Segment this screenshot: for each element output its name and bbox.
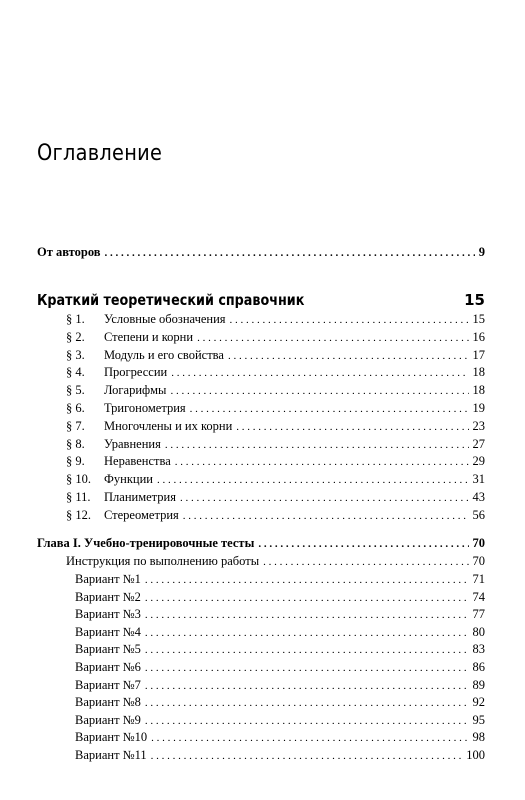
dot-leader (145, 592, 469, 604)
toc-entry-page: 71 (472, 572, 485, 586)
toc-entry-page: 80 (472, 624, 485, 639)
toc-entry-page: 31 (472, 472, 485, 487)
toc-entry-page: 98 (472, 730, 485, 745)
toc-entry-variant (75, 678, 485, 693)
toc-entry-instruction (66, 554, 485, 569)
dot-leader (197, 332, 468, 344)
toc-chapter-page: 70 (472, 536, 485, 550)
toc-entry-number: § 7. (66, 418, 85, 433)
toc-entry-label: Степени и корни (104, 329, 194, 344)
toc-entry-page: 16 (472, 329, 485, 344)
toc-entry-label: Вариант №6 (75, 660, 141, 674)
toc-entry-variant (75, 695, 485, 710)
toc-entry-label: Вариант №4 (75, 624, 141, 639)
dot-leader (145, 715, 469, 727)
toc-entry-number: § 12. (66, 507, 91, 522)
toc-entry-number: § 10. (66, 472, 91, 487)
toc-section-label: Краткий теоретический справочник (37, 291, 305, 309)
toc-entry-page: 27 (472, 436, 485, 451)
toc-entry-page: 89 (472, 677, 485, 692)
toc-entry-number: § 5. (66, 383, 85, 398)
dot-leader (157, 474, 469, 486)
toc-entry-section (66, 454, 485, 469)
toc-entry-label: Вариант №8 (75, 695, 141, 710)
dot-leader (171, 367, 468, 379)
toc-section-handbook (37, 291, 485, 309)
toc-entry-label: Вариант №2 (75, 589, 141, 604)
dot-leader (230, 314, 469, 326)
toc-entry-label: Вариант №1 (75, 572, 141, 586)
dot-leader (258, 538, 468, 550)
toc-entry-label: Вариант №3 (75, 607, 141, 622)
toc-entry-page: 15 (472, 312, 485, 326)
dot-leader (183, 510, 469, 522)
toc-entry-label: Неравенства (104, 454, 171, 469)
toc-entry-page: 43 (472, 490, 485, 504)
toc-entry-label: Вариант №5 (75, 642, 141, 657)
dot-leader (105, 247, 475, 259)
dot-leader (180, 492, 469, 504)
dot-leader (170, 385, 468, 397)
dot-leader (145, 697, 469, 709)
dot-leader (145, 662, 469, 674)
dot-leader (263, 556, 468, 568)
toc-entry-page: 9 (478, 245, 485, 259)
toc-entry-label: Планиметрия (104, 490, 176, 504)
toc-section-page: 15 (464, 291, 485, 309)
toc-entry-number: § 4. (66, 365, 85, 380)
dot-leader (151, 750, 463, 762)
toc-entry-variant (75, 572, 485, 587)
toc-entry-page: 77 (472, 607, 485, 622)
toc-entry-page: 19 (472, 401, 485, 415)
toc-entry-section (66, 383, 485, 398)
dot-leader (145, 627, 469, 639)
toc-entry-variant (75, 730, 485, 745)
toc-entry-number: § 9. (66, 454, 85, 469)
toc-entry-label: От авторов (37, 245, 101, 259)
toc-entry-label: Стереометрия (104, 507, 179, 522)
toc-entry-number: § 2. (66, 329, 85, 344)
toc-entry-page: 92 (472, 695, 485, 710)
toc-entry-number: § 6. (66, 401, 85, 415)
dot-leader (145, 680, 469, 692)
toc-entry-label: Уравнения (104, 436, 161, 451)
page-title: Оглавление (37, 141, 163, 166)
toc-entry-variant (75, 607, 485, 622)
toc-entry-variant (75, 748, 485, 763)
toc-entry-page: 56 (472, 507, 485, 522)
toc-entry-page: 70 (472, 554, 485, 568)
toc-entry-variant (75, 625, 485, 640)
toc-entry-label: Тригонометрия (104, 401, 186, 415)
dot-leader (145, 644, 469, 656)
toc-entry-section (66, 508, 485, 523)
toc-entry-label: Вариант №10 (75, 730, 148, 745)
toc-entry-label: Вариант №11 (75, 748, 147, 762)
toc-entry-page: 18 (472, 383, 485, 398)
toc-entry-label: Логарифмы (104, 383, 167, 398)
dot-leader (228, 350, 469, 362)
dot-leader (190, 403, 469, 415)
toc-chapter-1 (37, 536, 485, 551)
toc-entry-page: 86 (472, 660, 485, 674)
toc-entry-section (66, 312, 485, 327)
toc-entry-section (66, 365, 485, 380)
toc-entry-label: Вариант №7 (75, 677, 141, 692)
dot-leader (165, 439, 469, 451)
toc-entry-from-authors (37, 245, 485, 260)
toc-entry-section (66, 419, 485, 434)
toc-entry-variant (75, 642, 485, 657)
toc-entry-section (66, 437, 485, 452)
toc-entry-number: § 8. (66, 436, 85, 451)
toc-entry-number: § 3. (66, 347, 85, 362)
dot-leader (236, 421, 468, 433)
toc-entry-label: Функции (104, 472, 153, 487)
toc-entry-variant (75, 590, 485, 605)
toc-entry-page: 100 (466, 748, 485, 762)
toc-entry-variant (75, 713, 485, 728)
toc-entry-number: § 1. (66, 312, 85, 326)
toc-entry-page: 29 (472, 454, 485, 469)
dot-leader (145, 574, 469, 586)
toc-entry-label: Многочлены и их корни (104, 418, 233, 433)
toc-entry-section (66, 490, 485, 505)
toc-entry-page: 17 (472, 347, 485, 362)
toc-entry-label: Вариант №9 (75, 712, 141, 727)
toc-entry-label: Инструкция по выполнению работы (66, 554, 260, 568)
dot-leader (151, 732, 468, 744)
toc-entry-page: 18 (472, 365, 485, 380)
toc-entry-page: 23 (472, 418, 485, 433)
dot-leader (175, 456, 469, 468)
toc-entry-label: Условные обозначения (104, 312, 226, 326)
toc-entry-section (66, 348, 485, 363)
toc-entry-section (66, 472, 485, 487)
toc-entry-variant (75, 660, 485, 675)
toc-entry-section (66, 330, 485, 345)
toc-entry-label: Прогрессии (104, 365, 168, 380)
dot-leader (145, 609, 469, 621)
toc-entry-label: Модуль и его свойства (104, 347, 224, 362)
toc-chapter-label: Глава I. Учебно-тренировочные тесты (37, 536, 255, 550)
toc-entry-page: 74 (472, 589, 485, 604)
toc-entry-number: § 11. (66, 490, 91, 504)
toc-entry-page: 95 (472, 712, 485, 727)
toc-entry-page: 83 (472, 642, 485, 657)
toc-entry-section (66, 401, 485, 416)
